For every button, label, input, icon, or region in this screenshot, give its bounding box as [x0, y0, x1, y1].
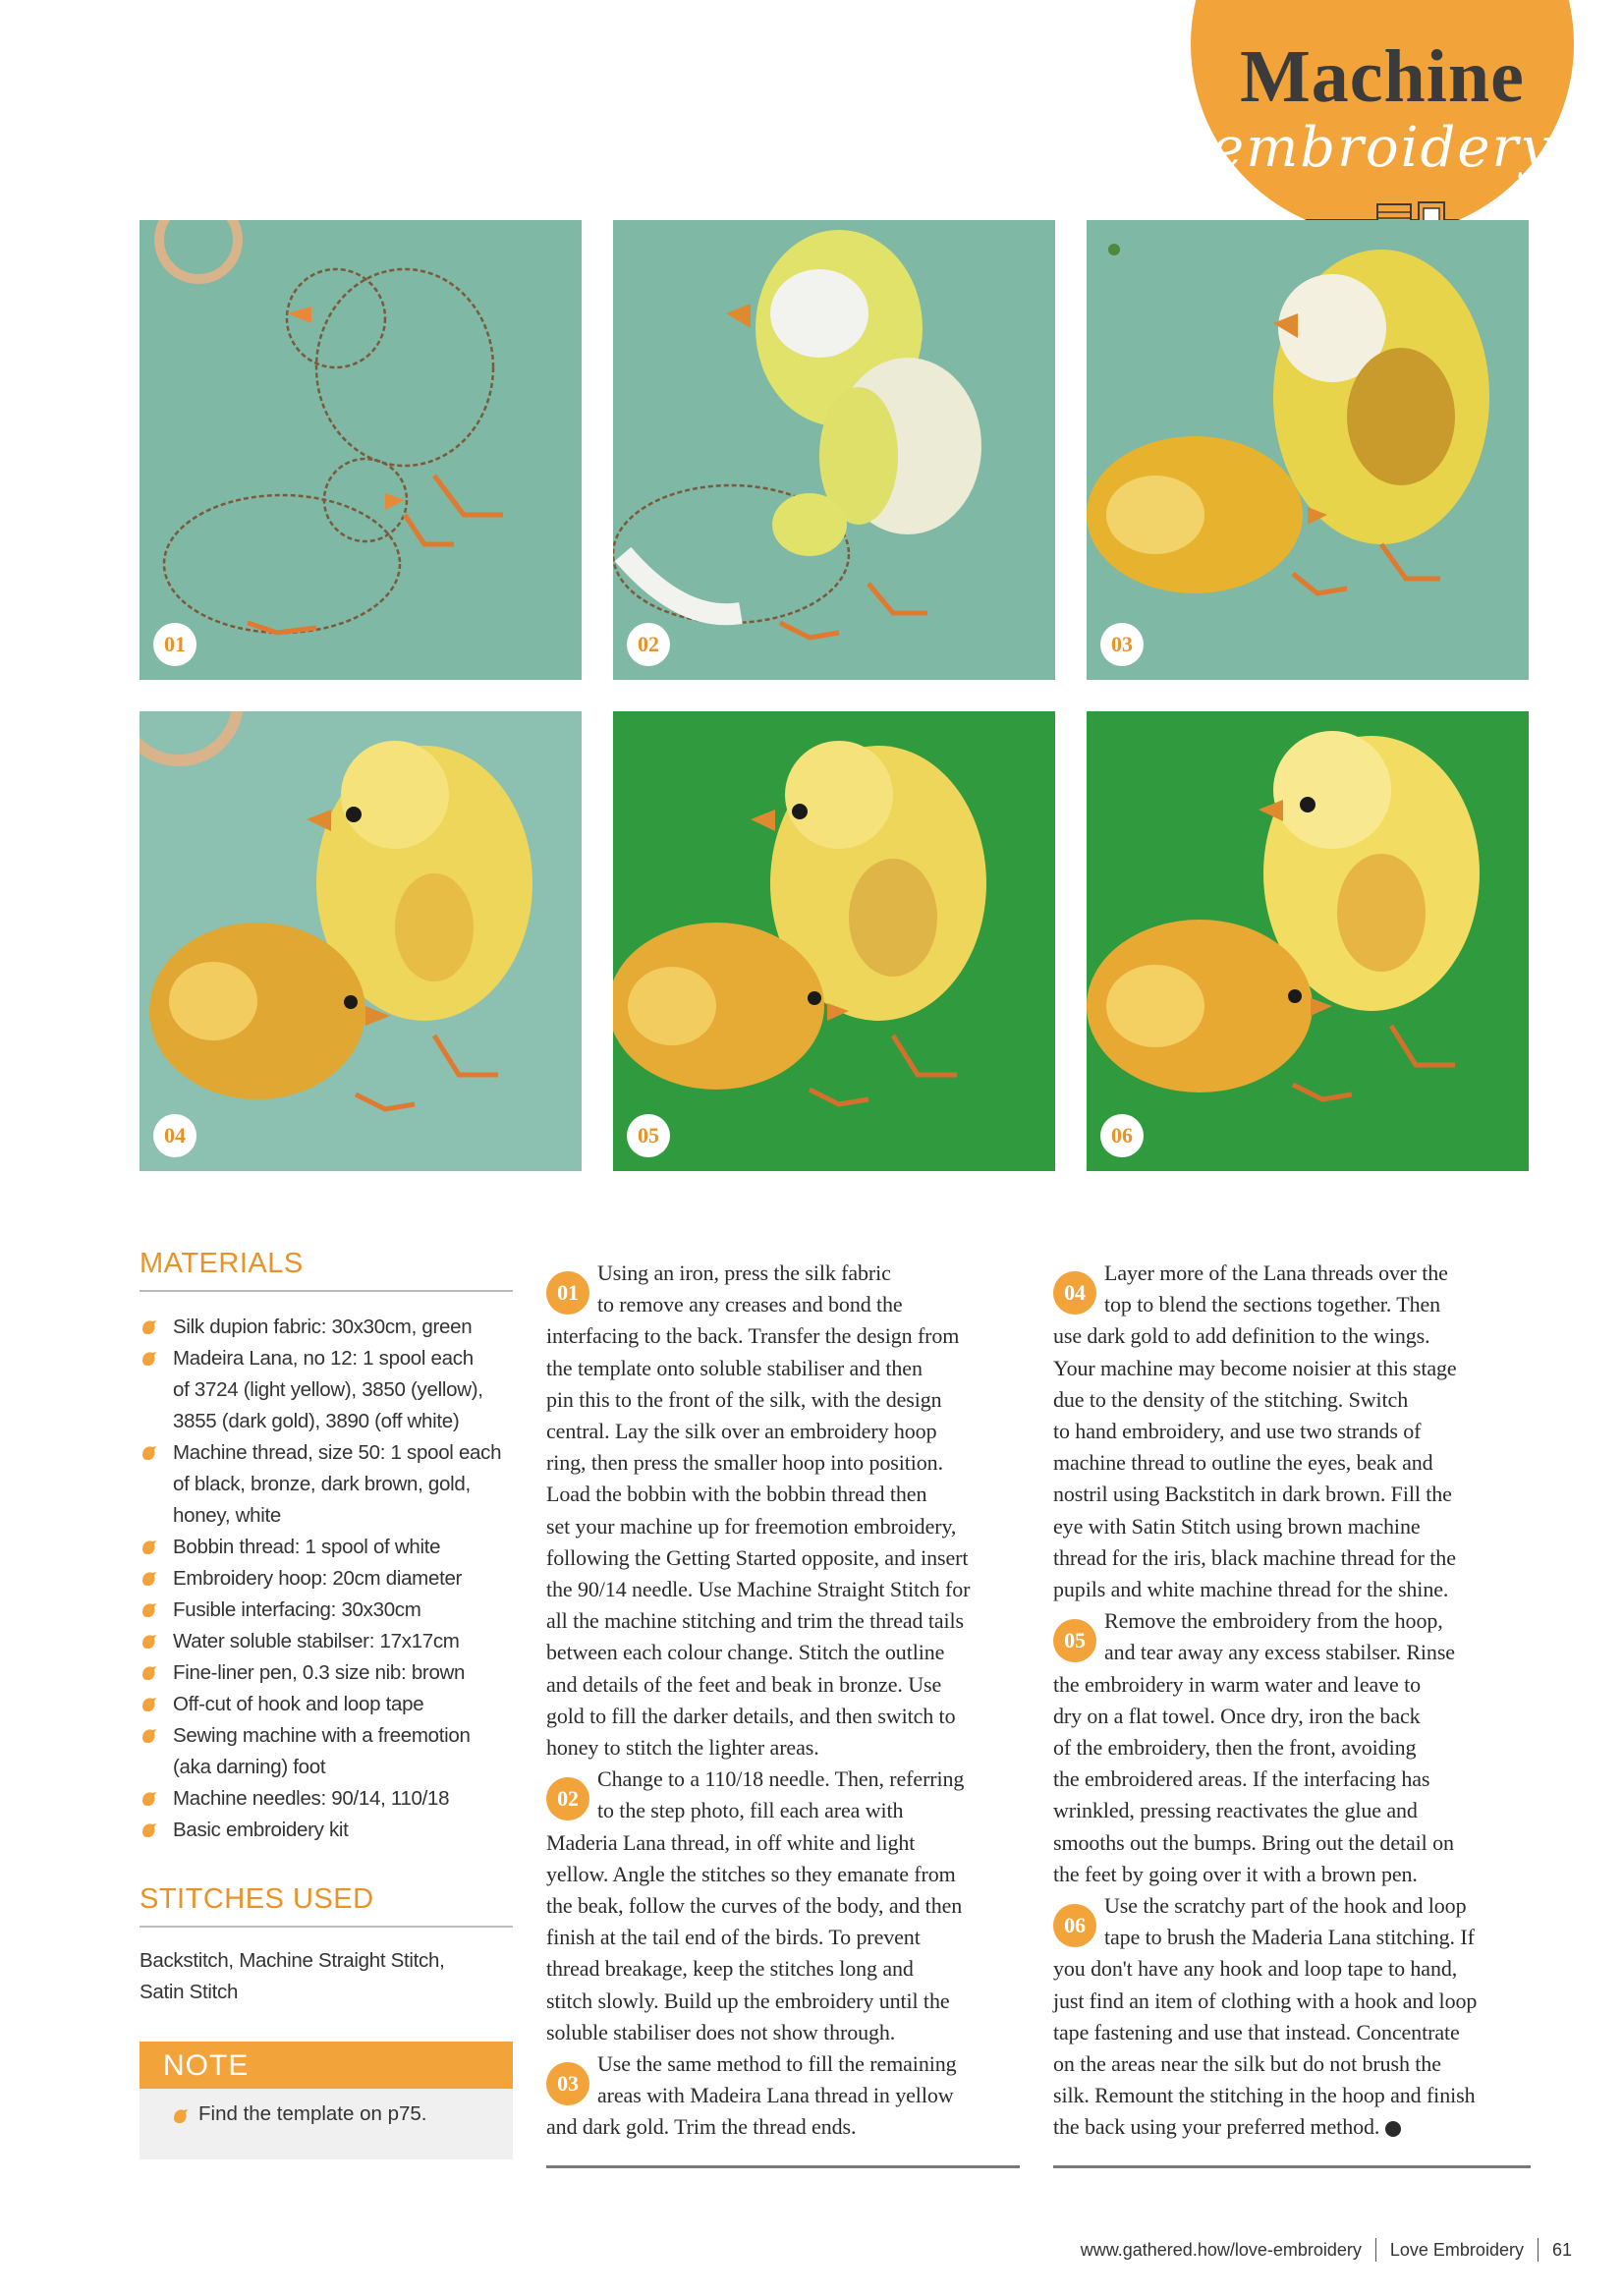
list-item	[140, 1532, 513, 1563]
step-badge: 05	[627, 1114, 670, 1157]
text-line: the embroidered areas. If the interfacing has	[1053, 1766, 1430, 1792]
chick-bullet-icon	[140, 1600, 159, 1620]
text-line: pupils and white machine thread for the shine.	[1053, 1577, 1449, 1602]
text-line: on the areas near the silk but do not brush the	[1053, 2051, 1441, 2077]
note-body	[140, 2089, 513, 2159]
text-line: Using an iron, press the silk fabric	[597, 1260, 891, 1285]
step-badge: 03	[1100, 623, 1144, 666]
step-paragraph-06	[1053, 1890, 1531, 2144]
stitches-line: Backstitch, Machine Straight Stitch,	[140, 1949, 445, 1972]
chick-bullet-icon	[140, 1726, 159, 1746]
step-paragraph-02	[546, 1764, 1024, 2048]
chick-bullet-icon	[140, 1317, 159, 1337]
step-number-badge: 03	[546, 2062, 589, 2105]
materials-heading: MATERIALS	[140, 1248, 513, 1292]
list-item	[140, 1437, 513, 1532]
material-line: Water soluble stabilser: 17x17cm	[173, 1630, 460, 1652]
step-badge: 06	[1100, 1114, 1144, 1157]
text-line: of the embroidery, then the front, avoiding	[1053, 1735, 1417, 1761]
footer-separator	[1375, 2238, 1376, 2262]
text-line: tape to brush the Maderia Lana stitching. If	[1104, 1925, 1475, 1950]
chick-finished-illustration	[1087, 711, 1529, 1171]
list-item	[140, 1595, 513, 1626]
chick-bullet-icon	[140, 1632, 159, 1652]
text-line: all the machine stitching and trim the thread tails	[546, 1608, 964, 1634]
text-line: Your machine may become noisier at this stage	[1053, 1355, 1457, 1380]
stitches-line: Satin Stitch	[140, 1981, 239, 2003]
text-line: top to blend the sections together. Then	[1104, 1292, 1441, 1317]
note-heading: NOTE	[140, 2042, 513, 2089]
step-badge: 04	[153, 1114, 196, 1157]
materials-list	[140, 1312, 513, 1846]
chick-bullet-icon	[140, 1695, 159, 1714]
text-line: Layer more of the Lana threads over the	[1104, 1260, 1448, 1285]
note-text: Find the template on p75.	[198, 2102, 427, 2125]
step-photo-05	[613, 711, 1055, 1171]
text-line: ring, then press the smaller hoop into position.	[546, 1450, 943, 1476]
footer-magazine: Love Embroidery	[1389, 2239, 1524, 2260]
list-item	[140, 1626, 513, 1657]
text-line: to remove any creases and bond the	[597, 1292, 903, 1317]
text-line: tape fastening and use that instead. Concentrate	[1053, 2019, 1460, 2044]
list-item	[140, 1720, 513, 1783]
text-line: set your machine up for freemotion embroidery,	[546, 1513, 957, 1539]
step-photo-03	[1087, 220, 1529, 680]
text-line: interfacing to the back. Transfer the design from	[546, 1323, 960, 1349]
list-item	[140, 1783, 513, 1815]
list-item	[140, 1657, 513, 1689]
material-line: (aka darning) foot	[173, 1756, 326, 1778]
end-mark-icon	[1385, 2121, 1401, 2137]
text-line: and tear away any excess stabilser. Rinse	[1104, 1640, 1455, 1665]
text-line: you don't have any hook and loop tape to hand,	[1053, 1956, 1458, 1982]
text-line: honey to stitch the lighter areas.	[546, 1735, 819, 1761]
material-line: 3855 (dark gold), 3890 (off white)	[173, 1410, 460, 1432]
chick-bullet-icon	[140, 1538, 159, 1557]
text-line: smooths out the bumps. Bring out the detail on	[1053, 1829, 1454, 1855]
text-line: the embroidery in warm water and leave to	[1053, 1671, 1422, 1697]
text-line: the template onto soluble stabiliser and then	[546, 1355, 923, 1380]
text-line: Use the scratchy part of the hook and loop	[1104, 1893, 1467, 1919]
text-line: Remove the embroidery from the hoop,	[1104, 1608, 1443, 1634]
text-line: to the step photo, fill each area with	[597, 1798, 904, 1823]
step-photo-02	[613, 220, 1055, 680]
material-line: Sewing machine with a freemotion	[173, 1724, 471, 1747]
text-line: the beak, follow the curves of the body, and then	[546, 1893, 963, 1919]
text-line: Use the same method to fill the remaining	[597, 2051, 957, 2077]
material-line: Embroidery hoop: 20cm diameter	[173, 1567, 463, 1590]
page-number: 61	[1551, 2239, 1572, 2260]
text-line: thread for the iris, black machine thread for the	[1053, 1544, 1456, 1570]
step-number-badge: 06	[1053, 1904, 1096, 1947]
chick-bullet-icon	[140, 1569, 159, 1589]
list-item	[140, 1343, 513, 1437]
chick-yellow-fill-illustration	[1087, 220, 1529, 680]
text-line: stitch slowly. Build up the embroidery until the	[546, 1988, 950, 2013]
step-paragraph-01	[546, 1258, 1024, 1764]
material-line: Bobbin thread: 1 spool of white	[173, 1536, 441, 1558]
section-badge	[1191, 0, 1574, 236]
chick-bullet-icon	[140, 1443, 159, 1463]
step-photo-01	[140, 220, 582, 680]
text-line: to hand embroidery, and use two strands of	[1053, 1419, 1422, 1444]
text-line: eye with Satin Stitch using brown machine	[1053, 1513, 1421, 1539]
text-line: between each colour change. Stitch the outline	[546, 1640, 945, 1665]
material-line: Madeira Lana, no 12: 1 spool each	[173, 1347, 474, 1370]
text-line: finish at the tail end of the birds. To prevent	[546, 1925, 921, 1950]
material-line: honey, white	[173, 1504, 281, 1527]
material-line: Fusible interfacing: 30x30cm	[173, 1598, 421, 1621]
text-line: central. Lay the silk over an embroidery hoop	[546, 1419, 937, 1444]
stitches-heading: STITCHES USED	[140, 1883, 513, 1928]
text-line: yellow. Angle the stitches so they emanate from	[546, 1861, 956, 1886]
text-line: the 90/14 needle. Use Machine Straight Stitch for	[546, 1577, 971, 1602]
text-line: dry on a flat towel. Once dry, iron the back	[1053, 1703, 1421, 1728]
text-line: the feet by going over it with a brown pen.	[1053, 1861, 1418, 1886]
step-number-badge: 01	[546, 1271, 589, 1315]
chick-on-green-silk-illustration	[613, 711, 1055, 1171]
list-item	[140, 1563, 513, 1595]
material-line: Basic embroidery kit	[173, 1819, 349, 1841]
material-line: of 3724 (light yellow), 3850 (yellow),	[173, 1378, 483, 1401]
stitches-text	[140, 1945, 493, 2008]
section-subtitle: embroidery	[1211, 116, 1553, 180]
step-number-badge: 04	[1053, 1271, 1096, 1315]
instructions-column-2	[1053, 1258, 1531, 2144]
step-photo-04	[140, 711, 582, 1171]
step-paragraph-03	[546, 2048, 1024, 2144]
step-number-badge: 05	[1053, 1619, 1096, 1662]
text-line: soluble stabiliser does not show through.	[546, 2019, 896, 2044]
chick-bullet-icon	[171, 2106, 191, 2126]
material-line: Fine-liner pen, 0.3 size nib: brown	[173, 1661, 466, 1684]
chick-bullet-icon	[140, 1820, 159, 1840]
step-paragraph-05	[1053, 1605, 1531, 1890]
text-line: areas with Madeira Lana thread in yellow	[597, 2083, 954, 2108]
text-line: gold to fill the darker details, and then switch to	[546, 1703, 956, 1728]
list-item	[140, 1689, 513, 1720]
footer-separator	[1538, 2238, 1539, 2262]
text-line: nostril using Backstitch in dark brown. Fill the	[1053, 1482, 1452, 1507]
list-item	[140, 1312, 513, 1343]
material-line: Silk dupion fabric: 30x30cm, green	[173, 1316, 473, 1338]
chick-bullet-icon	[140, 1663, 159, 1683]
section-title: Machine	[1240, 35, 1525, 118]
step-paragraph-04	[1053, 1258, 1531, 1605]
text-line: silk. Remount the stitching in the hoop and finish	[1053, 2083, 1476, 2108]
step-number-badge: 02	[546, 1777, 589, 1820]
material-line: Off-cut of hook and loop tape	[173, 1693, 424, 1715]
text-line: pin this to the front of the silk, with the design	[546, 1386, 942, 1412]
chick-detailed-fill-illustration	[140, 711, 582, 1171]
text-line: thread breakage, keep the stitches long and	[546, 1956, 914, 1982]
note-box	[140, 2042, 513, 2159]
column-divider	[1053, 2165, 1531, 2168]
text-line: Maderia Lana thread, in off white and light	[546, 1829, 916, 1855]
step-badge: 02	[627, 623, 670, 666]
chick-bullet-icon	[140, 1789, 159, 1809]
list-item	[140, 1815, 513, 1846]
chick-outline-stitching-illustration	[140, 220, 582, 680]
text-line: and details of the feet and beak in bronze. Use	[546, 1671, 942, 1697]
step-badge: 01	[153, 623, 196, 666]
text-line	[1053, 2111, 1531, 2143]
footer-url[interactable]: www.gathered.how/love-embroidery	[1080, 2239, 1362, 2260]
text-line: following the Getting Started opposite, and insert	[546, 1544, 969, 1570]
text-line: wrinkled, pressing reactivates the glue and	[1053, 1798, 1418, 1823]
step-photo-06	[1087, 711, 1529, 1171]
text-line: Load the bobbin with the bobbin thread then	[546, 1482, 927, 1507]
text-line: use dark gold to add definition to the wings.	[1053, 1323, 1430, 1349]
material-line: of black, bronze, dark brown, gold,	[173, 1473, 471, 1495]
text-line: Change to a 110/18 needle. Then, referring	[597, 1766, 965, 1792]
material-line: Machine thread, size 50: 1 spool each	[173, 1441, 502, 1464]
text-line: due to the density of the stitching. Switch	[1053, 1386, 1409, 1412]
material-line: Machine needles: 90/14, 110/18	[173, 1787, 450, 1810]
text-line: and dark gold. Trim the thread ends.	[546, 2114, 857, 2140]
text-line: machine thread to outline the eyes, beak and	[1053, 1450, 1433, 1476]
chick-bullet-icon	[140, 1349, 159, 1369]
text-line-content: the back using your preferred method.	[1053, 2114, 1380, 2140]
instructions-column-1	[546, 1258, 1024, 2144]
text-line: just find an item of clothing with a hook and loop	[1053, 1988, 1478, 2013]
page-footer	[1081, 2238, 1572, 2262]
column-divider	[546, 2165, 1020, 2168]
materials-sidebar	[140, 1248, 513, 2159]
chick-partial-fill-illustration	[613, 220, 1055, 680]
